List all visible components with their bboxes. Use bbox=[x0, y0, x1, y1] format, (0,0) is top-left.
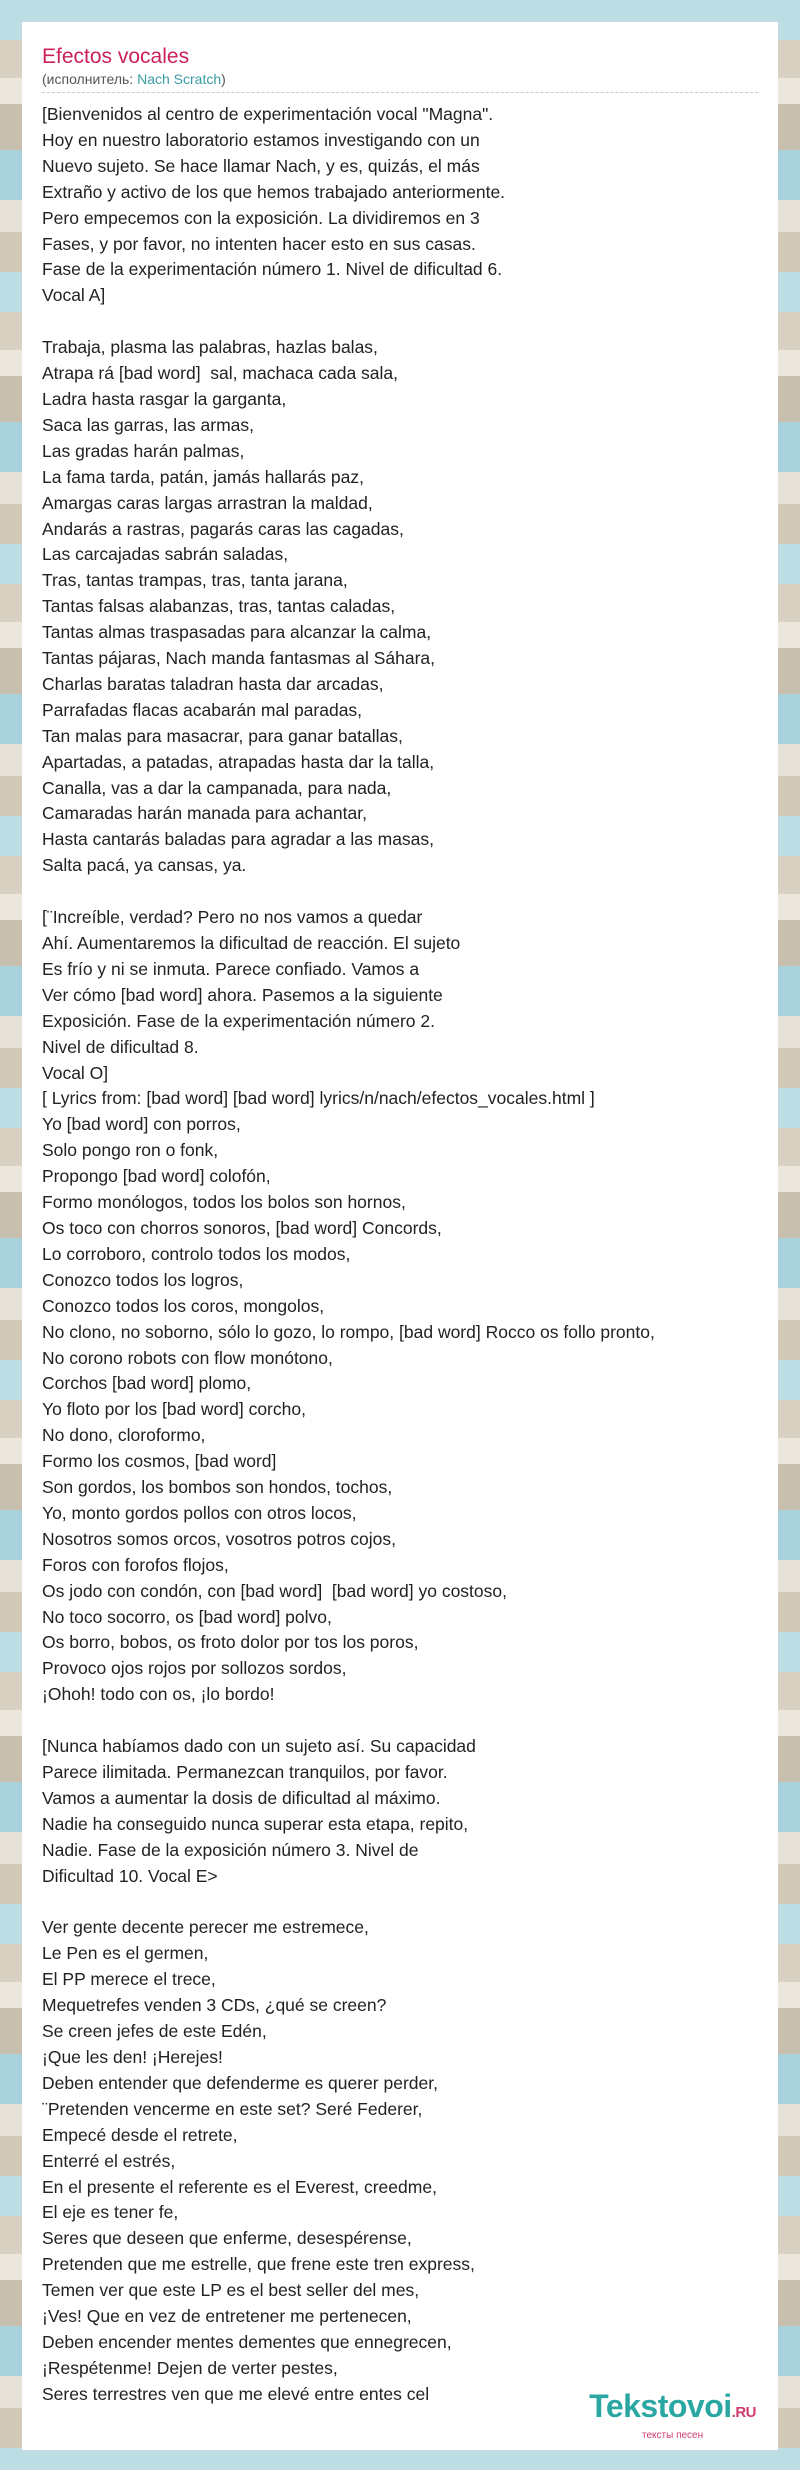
title-divider bbox=[42, 92, 758, 93]
logo-domain: .RU bbox=[731, 2404, 756, 2421]
performer-link[interactable]: Nach Scratch bbox=[137, 71, 222, 87]
logo-wordmark bbox=[589, 2389, 756, 2430]
lyrics-text: [Bienvenidos al centro de experimentación vocal "Magna". Hoy en nuestro laboratorio estamos investigando con un Nuevo sujeto. Se hace llamar Nach, y es, quizás, el más Extraño y activo de los que hemos trabajado anteriormente. Pero empecemos con la exposición. La dividiremos en 3 Fases, y por favor, no intenten hacer esto en sus casas. Fase de la experimentación número 1. Nivel de dificultad 6. Vocal A] Trabaja, plasma las palabras, hazlas balas, Atrapa rá [bad word] sal, machaca cada sala, Ladra hasta rasgar la garganta, Saca las garras, las armas, Las gradas harán palmas, La fama tarda, patán, jamás hallarás paz, Amargas caras largas arrastran la maldad, Andarás a rastras, pagarás caras las cagadas, Las carcajadas sabrán saladas, Tras, tantas trampas, tras, tanta jarana, Tantas falsas alabanzas, tras, tantas caladas, Tantas almas traspasadas para alcanzar la calma, Tantas pájaras, Nach manda fantasmas al Sáhara, Charlas baratas taladran hasta dar arcadas, Parrafadas flacas acabarán mal paradas, Tan malas para masacrar, para ganar batallas, Apartadas, a patadas, atrapadas hasta dar la talla, Canalla, vas a dar la campanada, para nada, Camaradas harán manada para achantar, Hasta cantarás baladas para agradar a las masas, Salta pacá, ya cansas, ya. [¨Increíble, verdad? Pero no nos vamos a quedar Ahí. Aumentaremos la dificultad de reacción. El sujeto Es frío y ni se inmuta. Parece confiado. Vamos a Ver cómo [bad word] ahora. Pasemos a la siguiente Exposición. Fase de la experimentación número 2. Nivel de dificultad 8. Vocal O] [ Lyrics from: [bad word] [bad word] lyrics/n/nach/efectos_vocales.html ] Yo [bad word] con porros, Solo pongo ron o fonk, Propongo [bad word] colofón, Formo monólogos, todos los bolos son hornos, Os toco con chorros sonoros, [bad word] Concords, Lo corroboro, controlo todos los modos, Conozco todos los logros, Conozco todos los coros, mongolos, No clono, no soborno, sólo lo gozo, lo rompo, [bad word] Rocco os follo pronto, No corono robots con flow monótono, Corchos [bad word] plomo, Yo floto por los [bad word] corcho, No dono, cloroformo, Formo los cosmos, [bad word] Son gordos, los bombos son hondos, tochos, Yo, monto gordos pollos con otros locos, Nosotros somos orcos, vosotros potros cojos, Foros con forofos flojos, Os jodo con condón, con [bad word] [bad word] yo costoso, No toco socorro, os [bad word] polvo, Os borro, bobos, os froto dolor por tos los poros, Provoco ojos rojos por sollozos sordos, ¡Ohoh! todo con os, ¡lo bordo! [Nunca habíamos dado con un sujeto así. Su capacidad Parece ilimitada. Permanezcan tranquilos, por favor. Vamos a aumentar la dosis de dificultad al máximo. Nadie ha conseguido nunca superar esta etapa, repito, Nadie. Fase de la exposición número 3. Nivel de Dificultad 10. Vocal E> Ver gente decente perecer me estremece, Le Pen es el germen, El PP merece el trece, Mequetrefes venden 3 CDs, ¿qué se creen? Se creen jefes de este Edén, ¡Que les den! ¡Herejes! Deben entender que defenderme es querer perder, ¨Pretenden vencerme en este set? Seré Federer, Empecé desde el retrete, Enterré el estrés, En el presente el referente es el Everest, creedme, El eje es tener fe, Seres que deseen que enferme, desespérense, Pretenden que me estrelle, que frene este tren express, Temen ver que este LP es el best seller del mes, ¡Ves! Que en vez de entretener me pertenecen, Deben encender mentes dementes que ennegrecen, ¡Respétenme! Dejen de verter pestes, Seres terrestres ven que me elevé entre entes cel bbox=[42, 104, 655, 2404]
lyrics-card bbox=[22, 22, 778, 2450]
song-subtitle bbox=[42, 70, 226, 88]
performer-suffix: ) bbox=[221, 71, 226, 87]
song-title: Efectos vocales bbox=[42, 45, 190, 68]
site-logo[interactable] bbox=[589, 2389, 756, 2442]
logo-main-text: Tekstovoi bbox=[589, 2388, 732, 2424]
performer-prefix: (исполнитель: bbox=[42, 71, 138, 87]
logo-tagline: тексты песен bbox=[642, 2430, 704, 2441]
